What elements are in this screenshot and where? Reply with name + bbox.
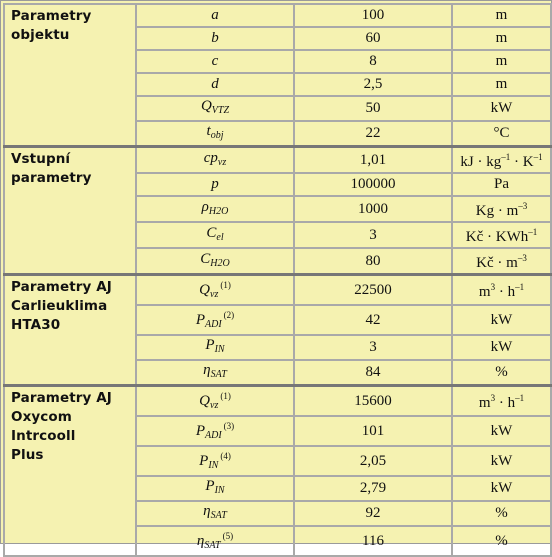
symbol-subscript: VTZ xyxy=(211,105,230,116)
unit-part: kW xyxy=(490,311,513,328)
symbol-base: a xyxy=(211,7,219,23)
unit-cell xyxy=(452,96,551,121)
value-cell: 116 xyxy=(294,526,452,556)
unit-part: · h xyxy=(495,284,516,300)
unit-part: m xyxy=(495,7,508,23)
value-cell: 92 xyxy=(294,501,452,526)
parameter-symbol xyxy=(203,362,227,378)
footnote-marker: (4) xyxy=(220,451,231,461)
unit-part: · K xyxy=(510,154,534,170)
value-cell: 50 xyxy=(294,96,452,121)
value-cell: 100000 xyxy=(294,173,452,196)
symbol-base: cp xyxy=(203,149,218,166)
symbol-cell xyxy=(136,27,294,50)
unit-text xyxy=(495,505,508,521)
value-cell: 2,05 xyxy=(294,446,452,476)
symbol-subscript: ADI xyxy=(205,319,222,330)
parameter-symbol xyxy=(211,176,219,192)
value-cell: 15600 xyxy=(294,386,452,417)
value-cell: 3 xyxy=(294,222,452,248)
unit-text xyxy=(494,176,509,192)
value-cell: 2,5 xyxy=(294,73,452,96)
symbol-base: η xyxy=(196,533,205,549)
symbol-base: c xyxy=(211,53,219,69)
symbol-subscript: obj xyxy=(210,130,224,141)
unit-part: °C xyxy=(493,125,510,141)
unit-part: · h xyxy=(495,395,516,411)
symbol-base: C xyxy=(200,250,211,267)
value-cell: 60 xyxy=(294,27,452,50)
unit-cell xyxy=(452,275,551,306)
unit-cell xyxy=(452,360,551,386)
unit-cell xyxy=(452,73,551,96)
symbol-base: p xyxy=(211,176,219,192)
unit-cell xyxy=(452,248,551,275)
parameter-symbol xyxy=(211,30,219,46)
unit-exponent: –1 xyxy=(515,282,525,292)
unit-part: m xyxy=(495,53,508,69)
unit-cell xyxy=(452,173,551,196)
symbol-cell xyxy=(136,96,294,121)
unit-part: m xyxy=(478,395,491,411)
value-cell: 22 xyxy=(294,121,452,147)
symbol-cell xyxy=(136,147,294,174)
unit-text xyxy=(495,533,508,549)
group-title-line: parametry xyxy=(11,170,92,186)
unit-text xyxy=(476,255,527,271)
unit-part: kW xyxy=(490,480,513,496)
group-title-line: Plus xyxy=(11,447,44,463)
unit-text xyxy=(491,453,513,469)
footnote-marker: (1) xyxy=(220,391,231,401)
symbol-subscript: IN xyxy=(214,344,225,355)
symbol-subscript: SAT xyxy=(210,510,227,521)
unit-text xyxy=(491,480,513,496)
unit-text xyxy=(496,53,508,69)
value-cell: 8 xyxy=(294,50,452,73)
symbol-subscript: vz xyxy=(210,400,219,411)
value-cell: 100 xyxy=(294,4,452,27)
symbol-cell xyxy=(136,275,294,306)
symbol-subscript: IN xyxy=(214,485,225,496)
symbol-base: C xyxy=(206,224,217,241)
symbol-cell xyxy=(136,386,294,417)
unit-text xyxy=(493,125,509,141)
unit-part: % xyxy=(495,505,508,521)
unit-cell xyxy=(452,27,551,50)
symbol-base: Q xyxy=(199,282,210,298)
parameter-symbol xyxy=(206,225,223,241)
symbol-cell xyxy=(136,222,294,248)
group-title-cell xyxy=(4,386,136,557)
symbol-base: P xyxy=(205,337,215,353)
symbol-cell xyxy=(136,446,294,476)
footnote-marker: (5) xyxy=(222,531,234,541)
unit-exponent: –1 xyxy=(515,393,525,403)
symbol-subscript: ADI xyxy=(205,430,222,441)
unit-text xyxy=(491,100,513,116)
unit-cell xyxy=(452,305,551,335)
group-title-line: Oxycom Intrcooll xyxy=(11,409,76,444)
footnote-marker: (3) xyxy=(223,421,235,431)
symbol-subscript: SAT xyxy=(204,540,221,551)
symbol-cell xyxy=(136,248,294,275)
group-title-cell xyxy=(4,147,136,275)
symbol-base: η xyxy=(203,503,211,519)
unit-exponent: –1 xyxy=(533,152,543,162)
group-title-cell xyxy=(4,4,136,147)
unit-text xyxy=(495,364,508,380)
value-cell: 1,01 xyxy=(294,147,452,174)
unit-cell xyxy=(452,386,551,417)
unit-part: % xyxy=(495,364,508,380)
unit-text xyxy=(460,154,542,170)
parameter-symbol xyxy=(197,533,233,549)
parameter-symbol xyxy=(200,251,229,267)
group-title-line: objektu xyxy=(11,27,70,43)
symbol-cell xyxy=(136,121,294,147)
footnote-marker: (1) xyxy=(220,280,231,290)
symbol-cell xyxy=(136,476,294,501)
unit-text xyxy=(479,284,524,300)
table-row xyxy=(4,4,551,27)
unit-part: kW xyxy=(490,100,513,116)
unit-text xyxy=(496,30,508,46)
symbol-base: d xyxy=(211,76,219,92)
table-row xyxy=(4,386,551,417)
symbol-cell xyxy=(136,305,294,335)
parameter-symbol xyxy=(211,7,219,23)
group-title-cell xyxy=(4,275,136,386)
unit-exponent: –3 xyxy=(518,201,528,211)
symbol-cell xyxy=(136,335,294,360)
unit-text xyxy=(496,76,508,92)
unit-text xyxy=(491,339,513,355)
unit-part: kW xyxy=(490,422,513,439)
symbol-subscript: vz xyxy=(210,289,219,300)
value-cell: 101 xyxy=(294,416,452,446)
value-cell: 80 xyxy=(294,248,452,275)
parameter-symbol xyxy=(205,478,224,494)
symbol-base: Q xyxy=(199,393,210,409)
unit-exponent: –3 xyxy=(517,253,527,263)
symbol-base: b xyxy=(211,30,219,46)
parameter-symbol xyxy=(202,199,229,215)
group-title-line: HTA30 xyxy=(11,317,61,333)
parameter-symbol xyxy=(201,98,229,114)
symbol-cell xyxy=(136,501,294,526)
parameter-symbol xyxy=(211,76,219,92)
symbol-base: ρ xyxy=(201,198,209,215)
unit-cell xyxy=(452,501,551,526)
symbol-subscript: SAT xyxy=(210,369,227,380)
unit-text xyxy=(496,7,508,23)
unit-cell xyxy=(452,4,551,27)
symbol-cell xyxy=(136,4,294,27)
unit-cell xyxy=(452,50,551,73)
group-title-line: Parametry AJ xyxy=(11,279,112,295)
symbol-base: Q xyxy=(200,98,212,114)
unit-part: Kg · m xyxy=(475,203,519,219)
parameter-symbol xyxy=(205,337,224,353)
parameter-symbol xyxy=(196,312,234,328)
symbol-subscript: vz xyxy=(217,156,227,168)
parameter-symbol xyxy=(199,393,231,409)
unit-part: kW xyxy=(490,452,513,469)
unit-part: Kč · KWh xyxy=(465,229,529,245)
unit-part: Pa xyxy=(494,176,509,192)
parameter-symbol xyxy=(204,150,227,166)
symbol-cell xyxy=(136,526,294,556)
group-title-line: Vstupní xyxy=(11,151,71,167)
unit-part: m xyxy=(495,30,508,46)
symbol-base: P xyxy=(205,478,215,494)
unit-exponent: 3 xyxy=(490,282,496,292)
unit-exponent: –1 xyxy=(528,227,538,237)
unit-cell xyxy=(452,446,551,476)
value-cell: 2,79 xyxy=(294,476,452,501)
unit-cell xyxy=(452,526,551,556)
symbol-cell xyxy=(136,50,294,73)
unit-cell xyxy=(452,147,551,174)
symbol-base: t xyxy=(206,123,211,139)
parameter-symbol xyxy=(203,503,227,519)
value-cell: 3 xyxy=(294,335,452,360)
unit-cell xyxy=(452,335,551,360)
parameter-symbol xyxy=(212,53,219,69)
unit-text xyxy=(491,312,513,328)
symbol-cell xyxy=(136,360,294,386)
symbol-cell xyxy=(136,416,294,446)
unit-text xyxy=(476,203,528,219)
unit-exponent: 3 xyxy=(490,393,496,403)
unit-text xyxy=(491,423,513,439)
symbol-subscript: el xyxy=(216,231,224,243)
symbol-base: P xyxy=(195,312,205,328)
unit-part: Kč · m xyxy=(476,255,518,271)
parameter-symbol xyxy=(199,282,231,298)
group-title-line: Parametry AJ xyxy=(11,390,112,406)
unit-text xyxy=(466,229,537,245)
footnote-marker: (2) xyxy=(223,310,235,320)
parameter-symbol xyxy=(207,123,224,139)
value-cell: 42 xyxy=(294,305,452,335)
value-cell: 1000 xyxy=(294,196,452,222)
unit-part: % xyxy=(495,532,508,549)
value-cell: 22500 xyxy=(294,275,452,306)
table-row xyxy=(4,275,551,306)
symbol-base: P xyxy=(195,423,205,439)
symbol-subscript: IN xyxy=(208,460,219,471)
symbol-cell xyxy=(136,173,294,196)
parameter-symbol xyxy=(199,453,231,469)
unit-cell xyxy=(452,196,551,222)
symbol-subscript: H2O xyxy=(210,257,230,269)
unit-part: m xyxy=(495,76,508,92)
symbol-base: P xyxy=(199,453,209,469)
unit-cell xyxy=(452,416,551,446)
symbol-cell xyxy=(136,73,294,96)
unit-text xyxy=(479,395,524,411)
symbol-base: η xyxy=(203,362,211,378)
parameters-table-body xyxy=(4,4,551,556)
unit-cell xyxy=(452,222,551,248)
unit-part: m xyxy=(478,284,491,300)
unit-cell xyxy=(452,121,551,147)
symbol-cell xyxy=(136,196,294,222)
symbol-subscript: H2O xyxy=(208,205,229,217)
table-row xyxy=(4,147,551,174)
unit-exponent: –1 xyxy=(501,152,511,162)
parameter-symbol xyxy=(196,423,234,439)
unit-cell xyxy=(452,476,551,501)
unit-part: kW xyxy=(490,339,513,355)
value-cell: 84 xyxy=(294,360,452,386)
parameters-table xyxy=(3,3,552,557)
group-title-line: Parametry xyxy=(11,8,92,24)
unit-part: kJ · kg xyxy=(460,154,502,170)
group-title-line: Carlieuklima xyxy=(11,298,108,314)
